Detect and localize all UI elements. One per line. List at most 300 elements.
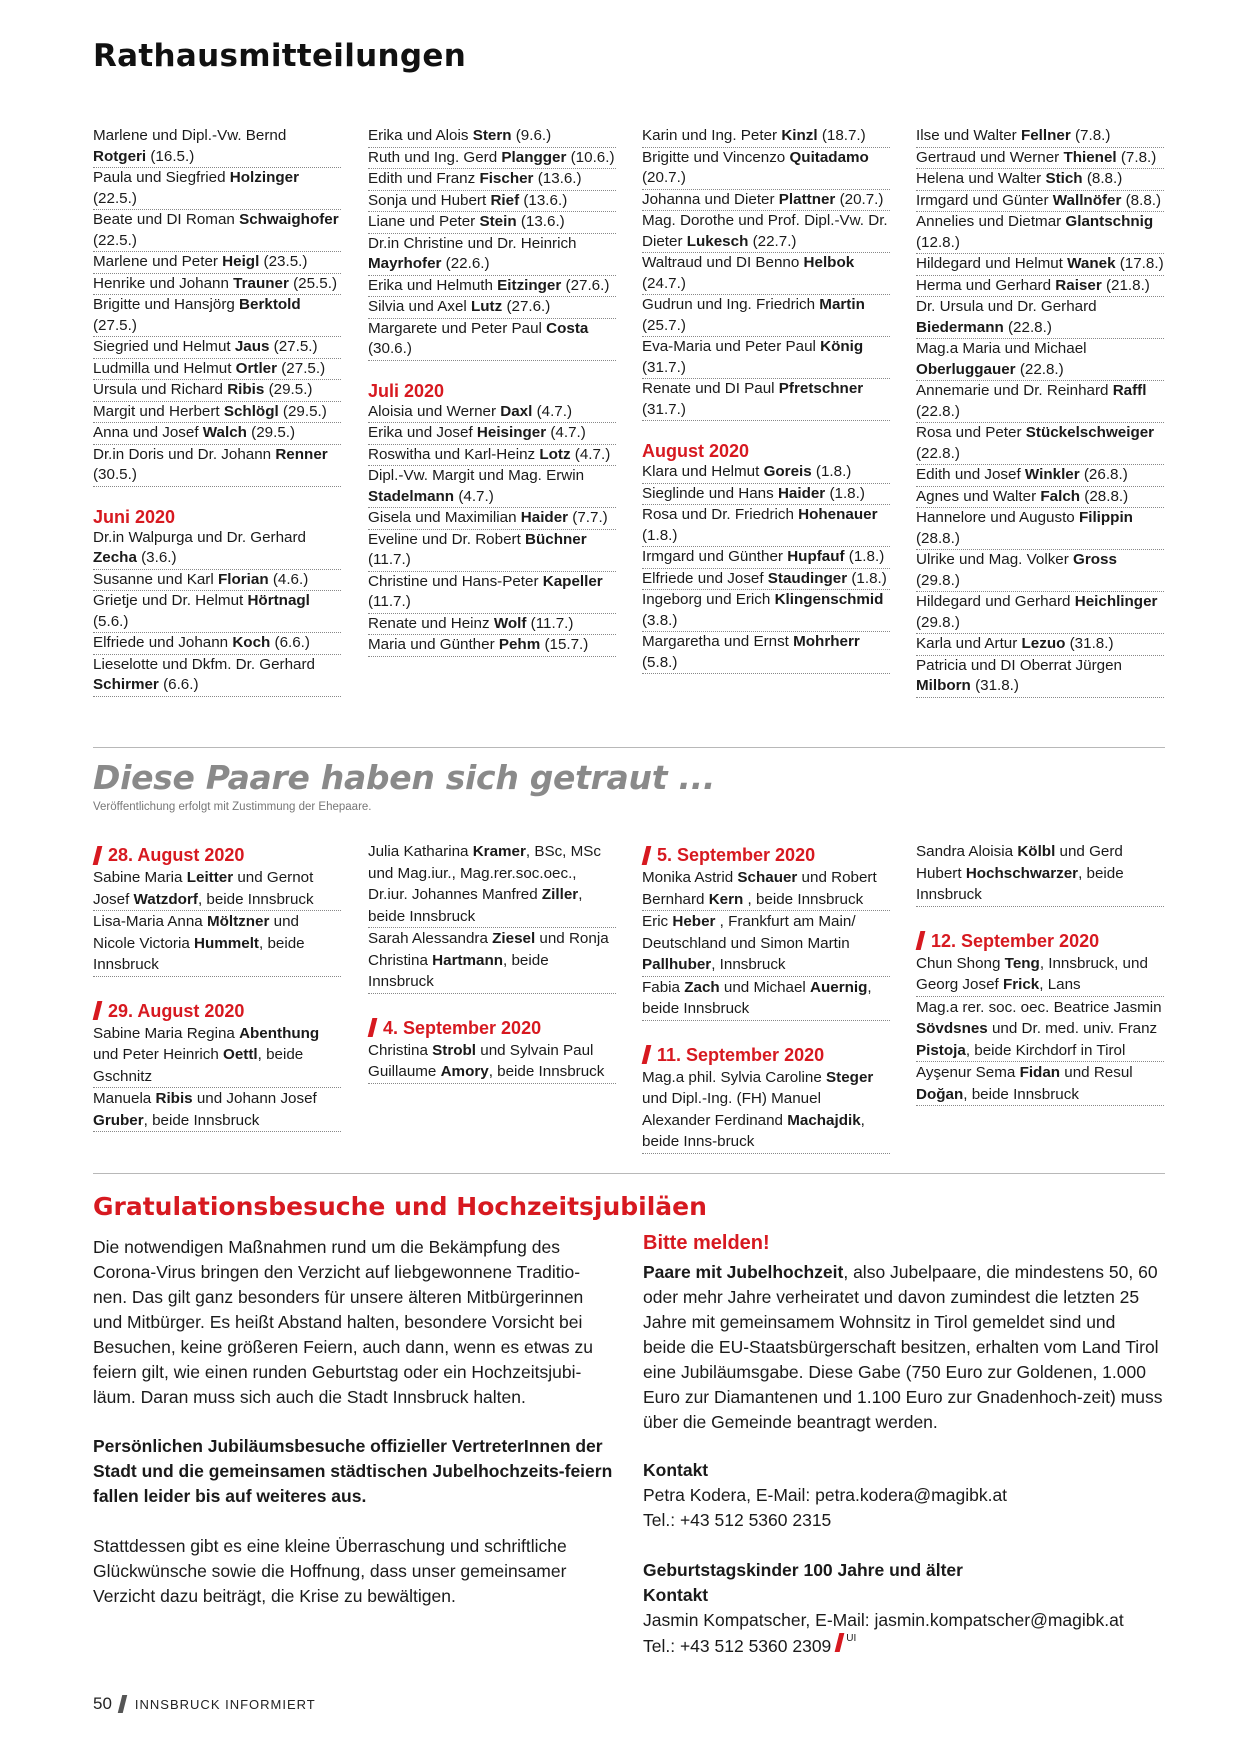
surname: Hartmann [432, 951, 504, 969]
entry-text: Ilse und Walter [916, 127, 1021, 144]
entry-text: , beide Innsbruck [368, 886, 583, 925]
entry-text: (29.5.) [246, 424, 296, 441]
entry-text: Helena und Walter [916, 170, 1046, 187]
entry-text: und Nicole Victoria [93, 913, 299, 952]
page-number: 50 [93, 1694, 112, 1713]
entry-text: (1.8.) [811, 463, 852, 480]
surname: Ribis [155, 1090, 193, 1107]
birthday-entry [642, 190, 890, 212]
surname: Stückelschweiger [1025, 424, 1155, 441]
entry-text: (30.6.) [368, 340, 412, 357]
surname: Raffl [1112, 382, 1147, 399]
birthday-entry [916, 508, 1164, 550]
entry-text: und Resul [1060, 1064, 1133, 1081]
birthday-entry [916, 550, 1164, 592]
surname: Wallnöfer [1052, 191, 1122, 209]
entry-text: Erika und Alois [368, 127, 473, 144]
entry-text: Henrike und Johann [93, 274, 234, 292]
entry-text: (22.8.) [1015, 360, 1064, 378]
birthday-entry [642, 590, 890, 632]
entry-text: (22.8.) [916, 402, 960, 420]
surname: Mohrherr [793, 633, 860, 650]
birthday-entry [642, 462, 890, 484]
birthday-entry [93, 168, 341, 210]
birthday-entry [368, 191, 616, 213]
birthday-entry [93, 126, 341, 168]
entry-text: (12.8.) [916, 233, 960, 251]
surname: Kinzl [781, 127, 818, 144]
birthday-entry [916, 656, 1164, 698]
surname: Stadelmann [368, 487, 455, 505]
entry-text: Margarete und Peter Paul [368, 319, 547, 337]
surname: Hupfauf [787, 548, 845, 565]
birthday-entry [368, 297, 616, 319]
entry-text: und Gernot Josef [93, 869, 314, 908]
surname: Hörtnagl [247, 592, 310, 609]
entry-text: Dr. Ursula und Dr. Gerhard [916, 298, 1097, 315]
entry-text: (13.6.) [519, 191, 568, 209]
birthday-entry [93, 445, 341, 487]
birthday-entry [93, 380, 341, 402]
wedding-entry [93, 867, 341, 911]
slash-icon [118, 1695, 127, 1713]
entry-text: Mag.a rer. soc. oec. Beatrice Jasmin [916, 998, 1162, 1016]
entry-text: (24.7.) [642, 274, 686, 292]
surname: Goreis [763, 463, 812, 480]
surname: Stich [1045, 170, 1083, 187]
entry-text: Christine und Hans-Peter [368, 572, 543, 590]
jubelhochzeit-bold: Paare mit Jubelhochzeit [643, 1262, 844, 1282]
surname: Kapeller [542, 572, 603, 590]
wedding-entry [368, 928, 616, 994]
entry-text: Mag.a Maria und Michael [916, 340, 1087, 357]
entry-text: Irmgard und Günther [642, 548, 788, 565]
month-heading: Juli 2020 [368, 380, 445, 401]
entry-text: (29.5.) [264, 381, 313, 398]
surname: Strobl [432, 1041, 477, 1059]
slash-icon [835, 1633, 845, 1652]
surname: Fischer [479, 170, 534, 187]
birthday-100-label: Geburtstagskinder 100 Jahre und älter [643, 1560, 963, 1580]
surname: Filippin [1078, 509, 1133, 526]
contact-email-line: Petra Kodera, E-Mail: petra.kodera@magibk.at [643, 1485, 1008, 1505]
entry-text: (29.8.) [916, 613, 960, 631]
entry-text: Gertraud und Werner [916, 148, 1064, 166]
entry-text: Renate und Heinz [368, 614, 494, 632]
surname: Büchner [525, 530, 587, 548]
entry-text: (29.5.) [278, 402, 327, 420]
entry-text: , beide Gschnitz [93, 1046, 304, 1085]
entry-text: Dipl.-Vw. Margit und Mag. Erwin [368, 467, 585, 484]
surname: Lezuo [1021, 635, 1066, 652]
birthday-entry [368, 234, 616, 276]
entry-text: Brigitte und Vincenzo [642, 148, 790, 166]
entry-text: Brigitte und Hansjörg [93, 296, 240, 313]
entry-text: Sarah Alessandra [368, 930, 493, 947]
surname: Oettl [223, 1046, 258, 1063]
entry-text: Monika Astrid [642, 869, 738, 886]
entry-text: (22.5.) [93, 231, 137, 249]
birthday-entry [642, 632, 890, 674]
entry-text: und Gerd Hubert [916, 843, 1123, 882]
wedding-date-label: 29. August 2020 [108, 1000, 245, 1021]
entry-text: (9.6.) [511, 127, 552, 144]
wedding-date-heading [642, 1043, 890, 1067]
entry-text: Mag.a phil. Sylvia Caroline [642, 1068, 827, 1086]
entry-text: (29.8.) [916, 571, 960, 589]
birthday-entry [916, 381, 1164, 423]
birthday-entry [916, 339, 1164, 381]
surname: Renner [275, 445, 328, 463]
wedding-entry [916, 841, 1164, 907]
wedding-entry [916, 1062, 1164, 1106]
entry-text: Herma und Gerhard [916, 276, 1056, 294]
surname: Heichlinger [1074, 593, 1158, 610]
surname: Wanek [1067, 255, 1116, 272]
entry-text: Gudrun und Ing. Friedrich [642, 296, 820, 313]
entry-text: , beide Innsbruck [488, 1063, 605, 1080]
entry-text: Annemarie und Dr. Reinhard [916, 382, 1113, 399]
entry-text: Erika und Josef [368, 424, 477, 441]
section-divider [93, 1173, 1165, 1174]
jubelhochzeit-paragraph [643, 1260, 1163, 1435]
entry-text: Eveline und Dr. Robert [368, 530, 526, 548]
contact-block-2 [643, 1558, 1203, 1659]
surname: Ortler [235, 359, 278, 377]
entry-text: , Innsbruck, und Georg Josef [916, 954, 1148, 993]
wedding-date-heading [93, 999, 341, 1023]
surname: Martin [819, 296, 865, 313]
gratulation-heading: Gratulationsbesuche und Hochzeitsjubiläen [93, 1192, 707, 1221]
entry-text: (7.8.) [1116, 148, 1157, 166]
entry-text: und Dipl.-Ing. (FH) Manuel Alexander Ferdinand [642, 1090, 821, 1129]
birthday-entry [916, 423, 1164, 465]
birthday-entry [93, 570, 341, 592]
spacer [93, 977, 341, 999]
wedding-entry [368, 841, 616, 928]
entry-text: (18.7.) [817, 127, 866, 144]
wedding-column-3 [642, 843, 890, 1154]
slash-icon [93, 1001, 103, 1020]
entry-text: (31.7.) [642, 400, 686, 418]
birthday-entry [93, 295, 341, 337]
entry-text: Aloisia und Werner [368, 402, 501, 420]
wedding-date-label: 4. September 2020 [383, 1017, 542, 1038]
entry-text: , beide Innsbruck [642, 978, 872, 1017]
birthday-entry [368, 530, 616, 572]
birthday-entry [368, 169, 616, 191]
entry-text: (17.8.) [1115, 255, 1164, 272]
wedding-date-heading [93, 843, 341, 867]
entry-text: Marlene und Peter [93, 253, 223, 270]
entry-text: (28.8.) [916, 529, 960, 547]
surname: Holzinger [229, 169, 299, 186]
wedding-column-4 [916, 841, 1164, 1106]
contact-label: Kontakt [643, 1585, 709, 1605]
entry-text: Ludmilla und Helmut [93, 359, 236, 377]
surname: Machajdik [787, 1111, 861, 1129]
entry-text: , beide Innsbruck [93, 934, 305, 973]
birthday-column-3 [642, 126, 890, 674]
entry-text: Edith und Franz [368, 170, 480, 187]
surname: Falch [1040, 487, 1081, 505]
entry-text: Beate und DI Roman [93, 211, 240, 228]
surname: Klingenschmid [774, 591, 884, 608]
entry-text: (20.7.) [835, 190, 884, 208]
entry-text: , BSc, MSc und Mag.iur., Mag.rer.soc.oec., Dr.iur. Johannes Manfred [368, 843, 601, 903]
surname: Jaus [234, 338, 270, 355]
entry-text: Grietje und Dr. Helmut [93, 592, 248, 609]
entry-text: (3.6.) [136, 549, 177, 566]
entry-text: (31.8.) [1065, 635, 1114, 652]
entry-text: (4.6.) [268, 570, 309, 588]
surname: Leitter [186, 869, 234, 886]
gratulation-paragraph-3: Stattdessen gibt es eine kleine Überraschung und schriftliche Glückwünsche sowie die Hoffnung, dass unser gemeinsamer Verzicht dazu beiträgt, die Krise zu bewältigen. [93, 1536, 567, 1606]
slash-icon [368, 1018, 378, 1037]
birthday-entry [368, 276, 616, 298]
surname: Trauner [233, 274, 289, 292]
entry-text: Ulrike und Mag. Volker [916, 551, 1074, 568]
entry-text: (28.8.) [1080, 487, 1129, 505]
entry-text: (7.7.) [568, 509, 608, 526]
entry-text: und Dr. med. univ. Franz [987, 1020, 1158, 1037]
wedding-entry [642, 867, 890, 911]
entry-text: (7.8.) [1070, 127, 1111, 144]
birthday-entry [916, 169, 1164, 191]
surname: Heisinger [476, 424, 547, 441]
surname: Eitzinger [497, 276, 562, 294]
entry-text: Sandra Aloisia [916, 843, 1018, 860]
birthday-entry [642, 337, 890, 379]
wedding-column-2 [368, 841, 616, 1084]
surname: Schauer [737, 869, 798, 886]
entry-text: Ingeborg und Erich [642, 591, 775, 608]
entry-text: (25.7.) [642, 316, 686, 334]
slash-icon [916, 931, 926, 950]
surname: Abenthung [239, 1024, 320, 1042]
birthday-entry [642, 505, 890, 547]
birthday-entry [916, 148, 1164, 170]
entry-text: Erika und Helmuth [368, 276, 498, 294]
author-mark [831, 1633, 856, 1652]
birthday-entry [93, 655, 341, 697]
entry-text: (22.5.) [93, 189, 137, 207]
wedding-entry [93, 911, 341, 977]
wedding-date-label: 28. August 2020 [108, 845, 245, 865]
entry-text: , Frankfurt am Main/ Deutschland und Simon Martin [642, 913, 856, 952]
slash-icon [642, 1045, 652, 1064]
gratulation-paragraph-2: Persönlichen Jubiläumsbesuche offizieller VertreterInnen der Stadt und die gemeinsamen städtischen Jubelhochzeits-feiern fallen leider bis auf weiteres aus. [93, 1436, 613, 1506]
surname: Ziller [541, 886, 579, 903]
entry-text: Irmgard und Günter [916, 191, 1053, 209]
entry-text: Susanne und Karl [93, 570, 218, 588]
birthday-entry [642, 379, 890, 421]
entry-text: (30.5.) [93, 466, 137, 483]
entry-text: Hildegard und Gerhard [916, 593, 1075, 610]
birthday-entry [368, 126, 616, 148]
entry-text: Anna und Josef [93, 424, 203, 441]
entry-text: , beide Kirchdorf in Tirol [965, 1041, 1126, 1059]
wedding-date-heading [916, 929, 1164, 953]
birthday-entry [368, 402, 616, 424]
entry-text: Agnes und Walter [916, 487, 1041, 505]
surname: Schlögl [223, 402, 279, 420]
wedding-entry [916, 953, 1164, 997]
birthday-entry [642, 253, 890, 295]
entry-text: Ayşenur Sema [916, 1064, 1020, 1081]
publication-name: INNSBRUCK INFORMIERT [134, 1696, 316, 1712]
surname: Lutz [471, 298, 503, 315]
wedding-entry [642, 1067, 890, 1154]
surname: Hohenauer [798, 506, 878, 523]
surname: Costa [546, 319, 589, 337]
entry-text: Roswitha und Karl-Heinz [368, 445, 540, 463]
entry-text: Elfriede und Josef [642, 569, 768, 587]
spacer [642, 1021, 890, 1043]
surname: Amory [440, 1063, 489, 1080]
entry-text: Klara und Helmut [642, 463, 764, 480]
surname: Zecha [93, 549, 137, 566]
birthday-entry [368, 508, 616, 530]
birthday-entry [916, 634, 1164, 656]
entry-text: (22.8.) [916, 444, 960, 462]
birthday-entry [93, 252, 341, 274]
entry-text: (13.6.) [533, 170, 582, 187]
wedding-column-1 [93, 843, 341, 1132]
surname: Daxl [500, 402, 533, 420]
wedding-entry [368, 1040, 616, 1084]
entry-text: (31.8.) [970, 677, 1019, 694]
surname: König [820, 338, 864, 355]
surname: Staudinger [767, 569, 848, 587]
entry-text: Dr.in Christine und Dr. Heinrich [368, 234, 577, 252]
surname: Gross [1073, 551, 1117, 568]
contact-email-line: Jasmin Kompatscher, E-Mail: jasmin.kompatscher@magibk.at [643, 1610, 1124, 1630]
entry-text: Rosa und Peter [916, 424, 1026, 441]
entry-text: , Innsbruck [711, 956, 786, 973]
wedding-heading: Diese Paare haben sich getraut ... [93, 758, 716, 797]
birthday-entry [368, 319, 616, 361]
surname: Pistoja [916, 1041, 966, 1059]
birthday-entry [93, 274, 341, 296]
wedding-entry [642, 977, 890, 1021]
surname: Rief [490, 191, 520, 209]
birthday-entry [642, 211, 890, 253]
birthday-entry [642, 295, 890, 337]
surname: Pallhuber [642, 956, 712, 973]
surname: Thienel [1063, 148, 1117, 166]
surname: Berktold [239, 296, 301, 313]
surname: Haider [520, 509, 569, 526]
entry-text: (23.5.) [259, 253, 308, 270]
entry-text: Mag. Dorothe und Prof. Dipl.-Vw. Dr. Dieter [642, 212, 888, 250]
wedding-entry [916, 997, 1164, 1063]
surname: Zach [684, 978, 720, 996]
entry-text: (1.8.) [847, 569, 887, 587]
entry-text: Annelies und Dietmar [916, 213, 1066, 230]
wedding-date-label: 5. September 2020 [657, 845, 816, 865]
birthday-entry [916, 191, 1164, 213]
entry-text: Marlene und Dipl.-Vw. Bernd [93, 127, 287, 144]
entry-text: (22.8.) [1003, 318, 1052, 336]
entry-text: , beide Innsbruck [143, 1111, 260, 1129]
entry-text: , beide Innsbruck [368, 951, 549, 990]
entry-text: (25.5.) [288, 274, 338, 292]
entry-text: , Lans [1039, 976, 1081, 993]
surname: Biedermann [916, 318, 1004, 336]
section-divider [93, 747, 1165, 748]
surname: Haider [777, 484, 826, 502]
entry-text: Karla und Artur [916, 635, 1022, 652]
birthday-entry [916, 126, 1164, 148]
birthday-entry [642, 569, 890, 591]
birthday-entry [93, 633, 341, 655]
entry-text: Julia Katharina [368, 843, 473, 860]
spacer [368, 994, 616, 1016]
entry-text: Hannelore und Augusto [916, 509, 1079, 526]
entry-text: (27.6.) [502, 298, 551, 315]
surname: Möltzner [206, 913, 270, 930]
entry-text: Chun Shong [916, 954, 1005, 972]
surname: Heigl [222, 253, 260, 270]
jubelhochzeit-text: , also Jubelpaare, die mindestens 50, 60 oder mehr Jahre verheiratet und davon zumindest die letzten 25 Jahre mit gemeinsamem Wohnsitz in Tirol gemeldet sind und beide die EU-Staatsbürgerschaft besitzen, erhalten vom Land Tirol eine Jubiläumsgabe. Diese Gabe (750 Euro zur Goldenen, 1.000 Euro zur Diamantenen und 1.100 Euro zur Gnadenhoch-zeit) muss über die Gemeinde beantragt werden. [643, 1262, 1163, 1432]
surname: Helbok [803, 254, 855, 271]
surname: Quitadamo [789, 148, 869, 166]
entry-text: Eva-Maria und Peter Paul [642, 338, 821, 355]
surname: Gruber [93, 1111, 144, 1129]
entry-text: Lieselotte und Dkfm. Dr. Gerhard [93, 655, 316, 673]
entry-text: Liane und Peter [368, 213, 480, 230]
entry-text: (22.7.) [748, 232, 797, 250]
surname: Plattner [778, 190, 836, 208]
contact-block-1 [643, 1458, 1183, 1533]
birthday-entry [93, 402, 341, 424]
slash-icon [93, 846, 103, 865]
entry-text: Dr.in Walpurga und Dr. Gerhard [93, 528, 307, 546]
contact-phone-line: Tel.: +43 512 5360 2315 [643, 1510, 832, 1530]
entry-text: (16.5.) [146, 147, 195, 165]
entry-text: , beide Innsbruck [743, 890, 864, 908]
entry-text: , beide Innsbruck [197, 890, 314, 908]
birthday-entry [368, 423, 616, 445]
entry-text: (11.7.) [526, 614, 574, 632]
entry-text: (4.7.) [546, 424, 586, 441]
entry-text: und Sylvain Paul Guillaume [368, 1041, 594, 1080]
entry-text: (6.6.) [270, 634, 310, 651]
entry-text: (5.8.) [642, 653, 678, 671]
surname: Frick [1002, 976, 1040, 993]
surname: Kern [708, 890, 744, 908]
month-heading: Juni 2020 [93, 506, 176, 527]
wedding-entry [93, 1088, 341, 1132]
surname: Auernig [810, 978, 868, 996]
entry-text: Edith und Josef [916, 466, 1025, 483]
entry-text: Maria und Günther [368, 636, 499, 653]
wedding-date-heading [642, 843, 890, 867]
entry-text: (21.8.) [1101, 276, 1150, 294]
surname: Stern [472, 127, 512, 144]
entry-text: (1.8.) [825, 484, 865, 502]
entry-text: Patricia und DI Oberrat Jürgen [916, 656, 1122, 674]
surname: Schirmer [93, 676, 159, 693]
entry-text: Sieglinde und Hans [642, 484, 778, 502]
entry-text: , beide Inns-bruck [642, 1111, 865, 1150]
surname: Winkler [1024, 466, 1080, 483]
month-heading: August 2020 [642, 441, 750, 461]
entry-text: , beide Innsbruck [963, 1085, 1079, 1103]
entry-text: Johanna und Dieter [642, 190, 779, 208]
entry-text: Silvia und Axel [368, 298, 471, 315]
